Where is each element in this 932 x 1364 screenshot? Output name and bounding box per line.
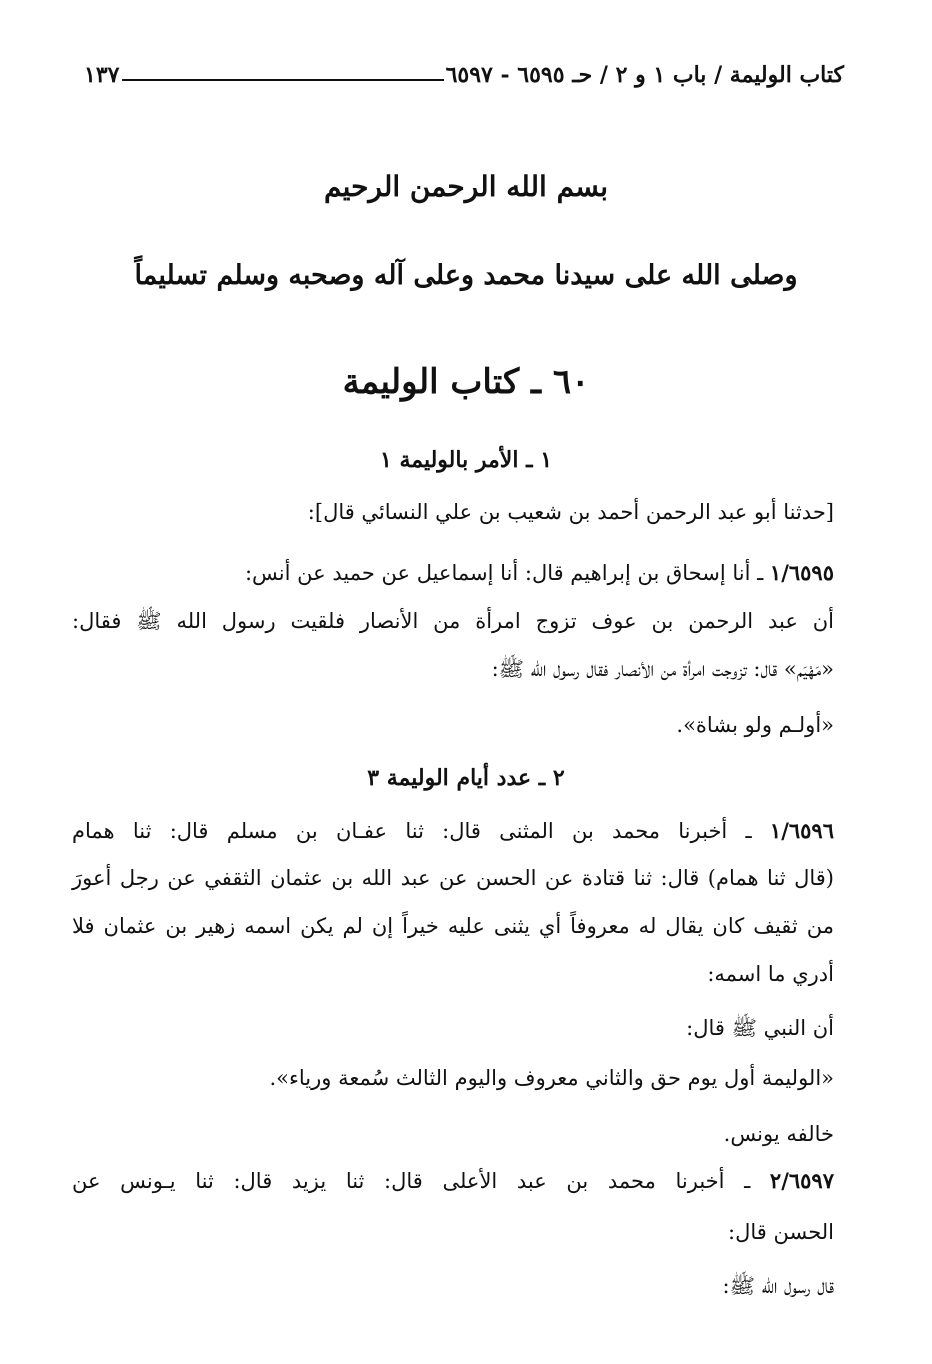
hadith-number: ٢/٦٥٩٧ [769, 1168, 834, 1193]
text-line: أن النبي ﷺ قال: [686, 1016, 834, 1040]
page-number: ١٣٧ [84, 62, 120, 88]
hadith-line [245, 560, 834, 585]
book-title: ٦٠ ـ كتاب الوليمة [342, 362, 590, 402]
text-line: خالفه يونس. [723, 1122, 834, 1146]
text-line: من ثقيف كان يقال له معروفاً أي يثنى عليه خيراً إن لم يكن اسمه زهير بن عثمان فلا [72, 914, 834, 938]
running-header-title: كتاب الوليمة / باب ١ و ٢ / حـ ٦٥٩٥ - ٦٥٩٧ [445, 62, 844, 88]
basmala: بسم الله الرحمن الرحيم [324, 170, 608, 203]
text-line: [حدثنا أبو عبد الرحمن أحمد بن شعيب بن علي النسائي قال]: [307, 500, 834, 524]
hadith-text: ـ أخبرنا محمد بن المثنى قال: ثنا عفـان بن مسلم قال: ثنا همام [72, 819, 770, 843]
chapter-heading: ١ ـ الأمر بالوليمة ١ [379, 447, 553, 473]
text-line: «أولـم ولو بشاة». [676, 713, 834, 737]
text-line: «الوليمة أول يوم حق والثاني معروف واليوم الثالث سُمعة ورياء». [269, 1066, 834, 1090]
text-line: الحسن قال: [728, 1220, 834, 1244]
chapter-heading: ٢ ـ عدد أيام الوليمة ٣ [367, 765, 565, 791]
text-line: أدري ما اسمه: [707, 962, 834, 986]
hadith-line [72, 818, 834, 843]
text-line: أن عبد الرحمن بن عوف تزوج امرأة من الأنصار فلقيت رسول الله ﷺ فقال: [72, 609, 834, 633]
hadith-text: ـ أنا إسحاق بن إبراهيم قال: أنا إسماعيل عن حميد عن أنس: [244, 561, 770, 585]
salawat-line: وصلى الله على سيدنا محمد وعلى آله وصحبه وسلم تسليماً [134, 260, 798, 291]
hadith-number: ١/٦٥٩٥ [769, 560, 834, 585]
text-line: قال رسول الله ﷺ: [722, 1274, 834, 1298]
hadith-text: ـ أخبرنا محمد بن عبد الأعلى قال: ثنا يزيد قال: ثنا يـونس عن [72, 1169, 770, 1193]
hadith-number: ١/٦٥٩٦ [769, 818, 834, 843]
running-header [84, 60, 844, 110]
header-rule [122, 79, 444, 81]
text-line: (قال ثنا همام) قال: ثنا قتادة عن الحسن عن عبد الله بن عثمان الثقفي عن رجل أعورَ [72, 866, 834, 890]
text-line: «مَهْيَم» قال: تزوجت امرأة من الأنصار فقال رسول الله ﷺ: [491, 657, 834, 681]
hadith-line [72, 1168, 834, 1193]
